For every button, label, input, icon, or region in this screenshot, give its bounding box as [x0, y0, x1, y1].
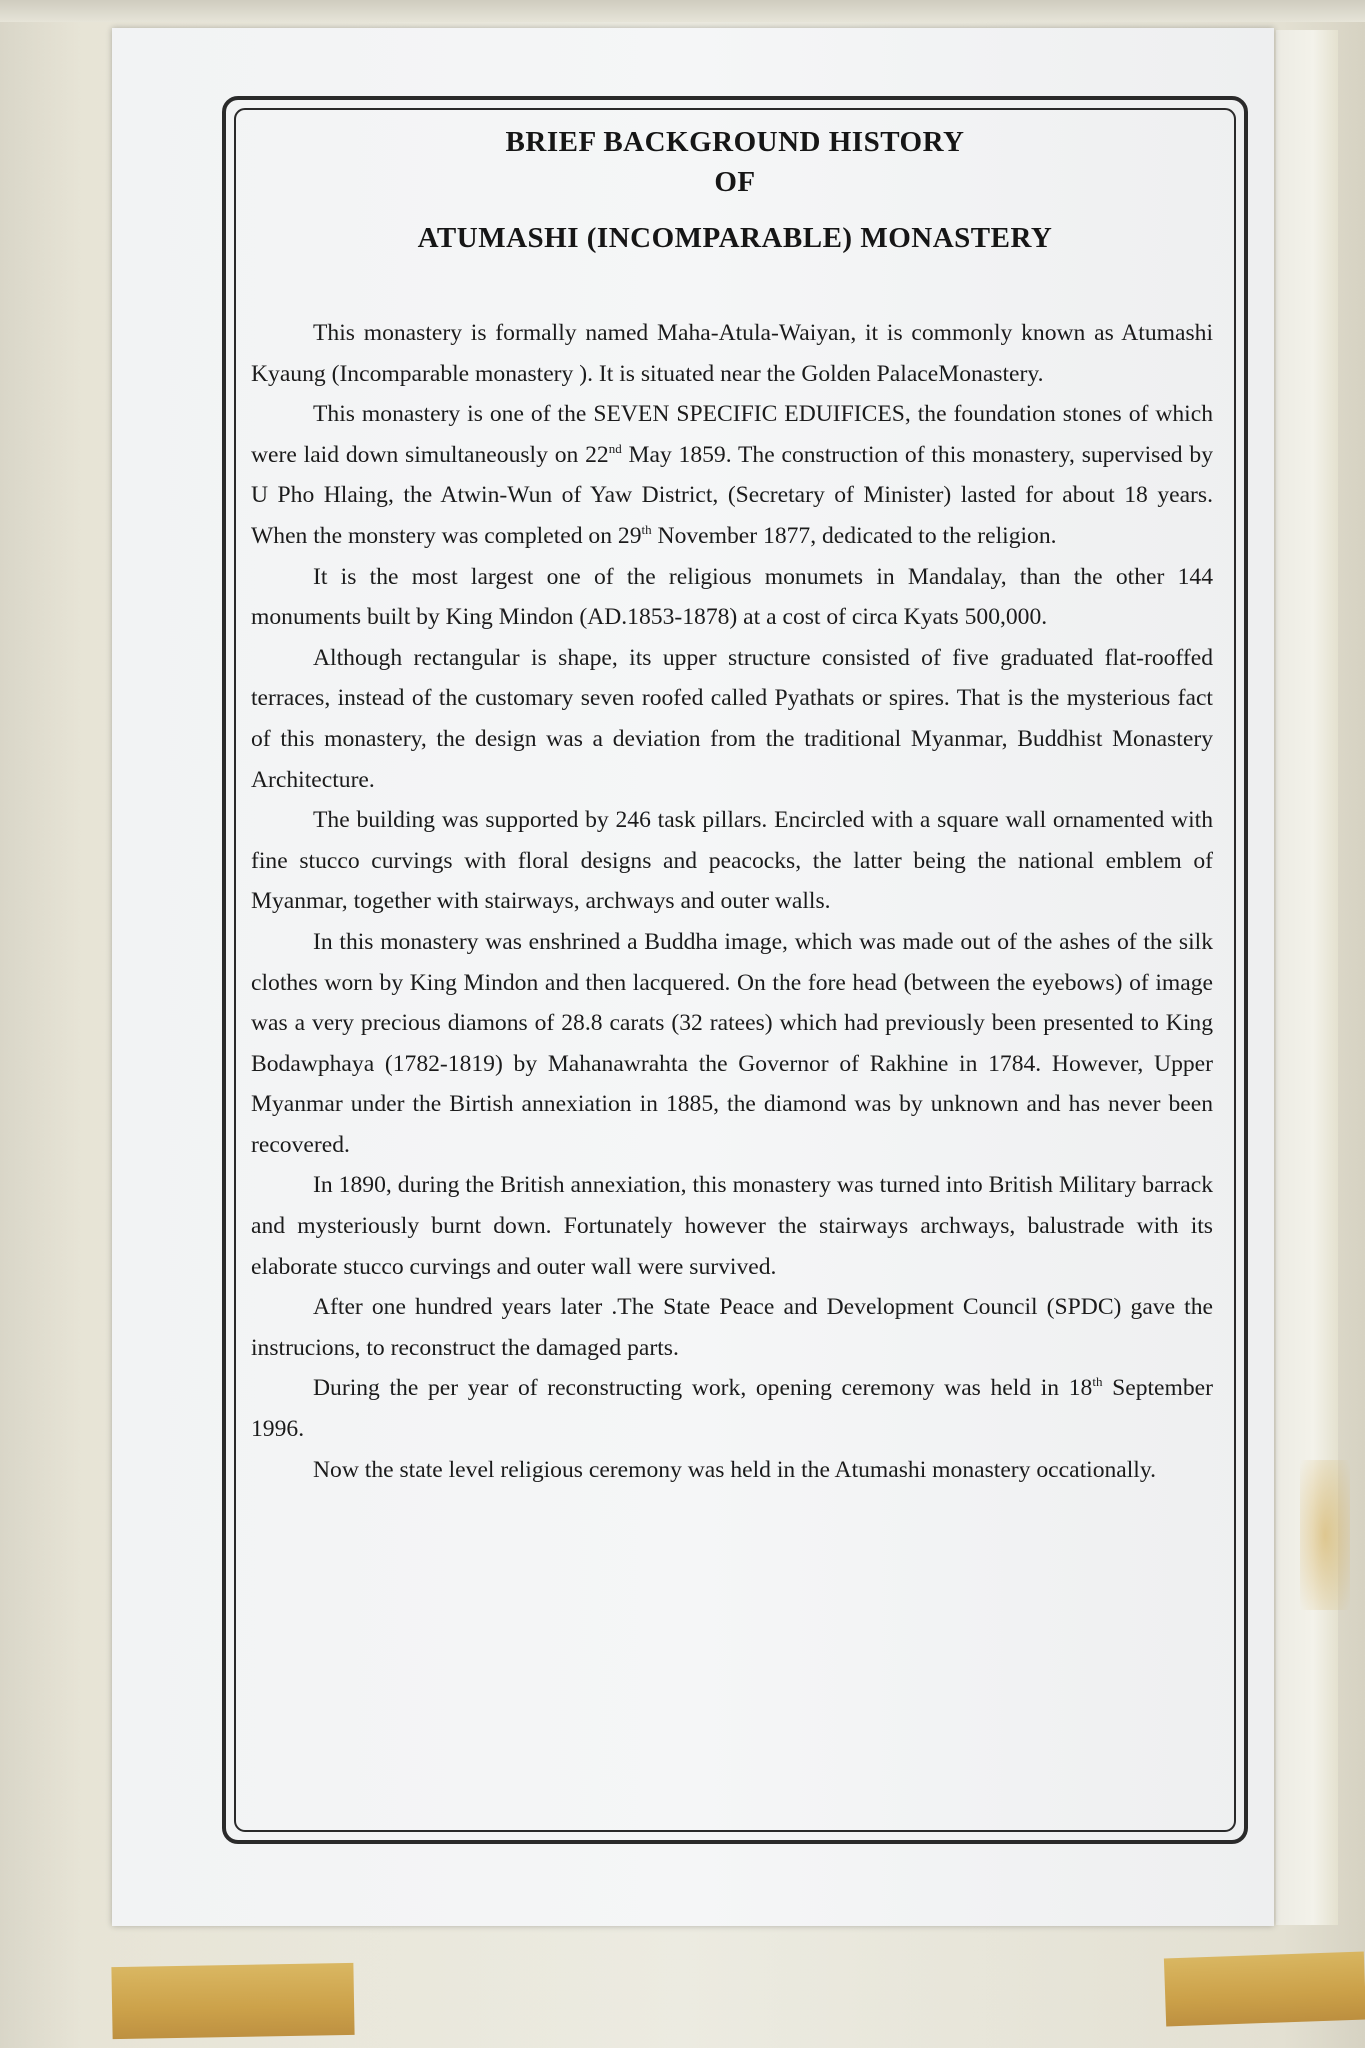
- paragraph: This monastery is formally named Maha-Atula-Waiyan, it is commonly known as Atumashi Kyaung (Incomparable monastery ). It is situated near the Golden PalaceMonastery.: [251, 320, 1213, 387]
- paragraph: In 1890, during the British annexiation, this monastery was turned into British Military barrack and mysteriously burnt down. Fortunately however the stairways archways, balustrade with its elaborate stucco curvings and outer wall were survived.: [251, 1172, 1213, 1280]
- title-line-1: BRIEF BACKGROUND HISTORY: [505, 126, 965, 158]
- history-body: [251, 313, 1213, 1490]
- water-stain: [1300, 1460, 1350, 1610]
- decorative-border: [222, 96, 1248, 1844]
- title-line-2: OF: [714, 166, 756, 198]
- paragraph: Although rectangular is shape, its upper structure consisted of five graduated flat-rooffed terraces, instead of the customary seven roofed called Pyathats or spires. That is the mysterious fact of this monastery, the design was a deviation from the traditional Myanmar, Buddhist Monastery Architecture.: [251, 644, 1213, 793]
- display-board-edge: [0, 0, 1365, 22]
- paragraph: During the per year of reconstructing work, opening ceremony was held in 18th September 1996.: [251, 1374, 1214, 1443]
- paragraph: This monastery is one of the SEVEN SPECIFIC EDUIFICES, the foundation stones of which were laid down simultaneously on 22nd May 1859. The construction of this monastery, supervised by U Pho Hlaing, the Atwin-Wun of Yaw District, (Secretary of Minister) lasted for about 18 years. When the monstery was completed on 29th November 1877, dedicated to the religion.: [251, 401, 1213, 549]
- adhesive-tape: [111, 1963, 354, 2039]
- paragraph: It is the most largest one of the religious monumets in Mandalay, than the other 144 monuments built by King Mindon (AD.1853-1878) at a cost of circa Kyats 500,000.: [251, 563, 1213, 631]
- paragraph: The building was supported by 246 task pillars. Encircled with a square wall ornamented with fine stucco curvings with floral designs and peacocks, the latter being the national emblem of Myanmar, together with stairways, archways and outer walls.: [251, 807, 1213, 915]
- notice-sheet: [112, 28, 1274, 1926]
- paragraph: After one hundred years later .The State Peace and Development Council (SPDC) gave the instrucions, to reconstruct the damaged parts.: [251, 1294, 1213, 1361]
- paragraph: In this monastery was enshrined a Buddha image, which was made out of the ashes of the silk clothes worn by King Mindon and then lacquered. On the fore head (between the eyebows) of image was a very precious diamons of 28.8 carats (32 ratees) which had previously been presented to King Bodawphaya (1782-1819) by Mahanawrahta the Governor of Rakhine in 1784. However, Upper Myanmar under the Birtish annexiation in 1885, the diamond was by unknown and has never been recovered.: [251, 928, 1213, 1158]
- backing-board-strip: [1276, 30, 1338, 1925]
- adhesive-tape: [1164, 1952, 1365, 2027]
- title-line-3: ATUMASHI (INCOMPARABLE) MONASTERY: [417, 222, 1053, 254]
- paragraph: Now the state level religious ceremony was held in the Atumashi monastery occationally.: [313, 1456, 1157, 1483]
